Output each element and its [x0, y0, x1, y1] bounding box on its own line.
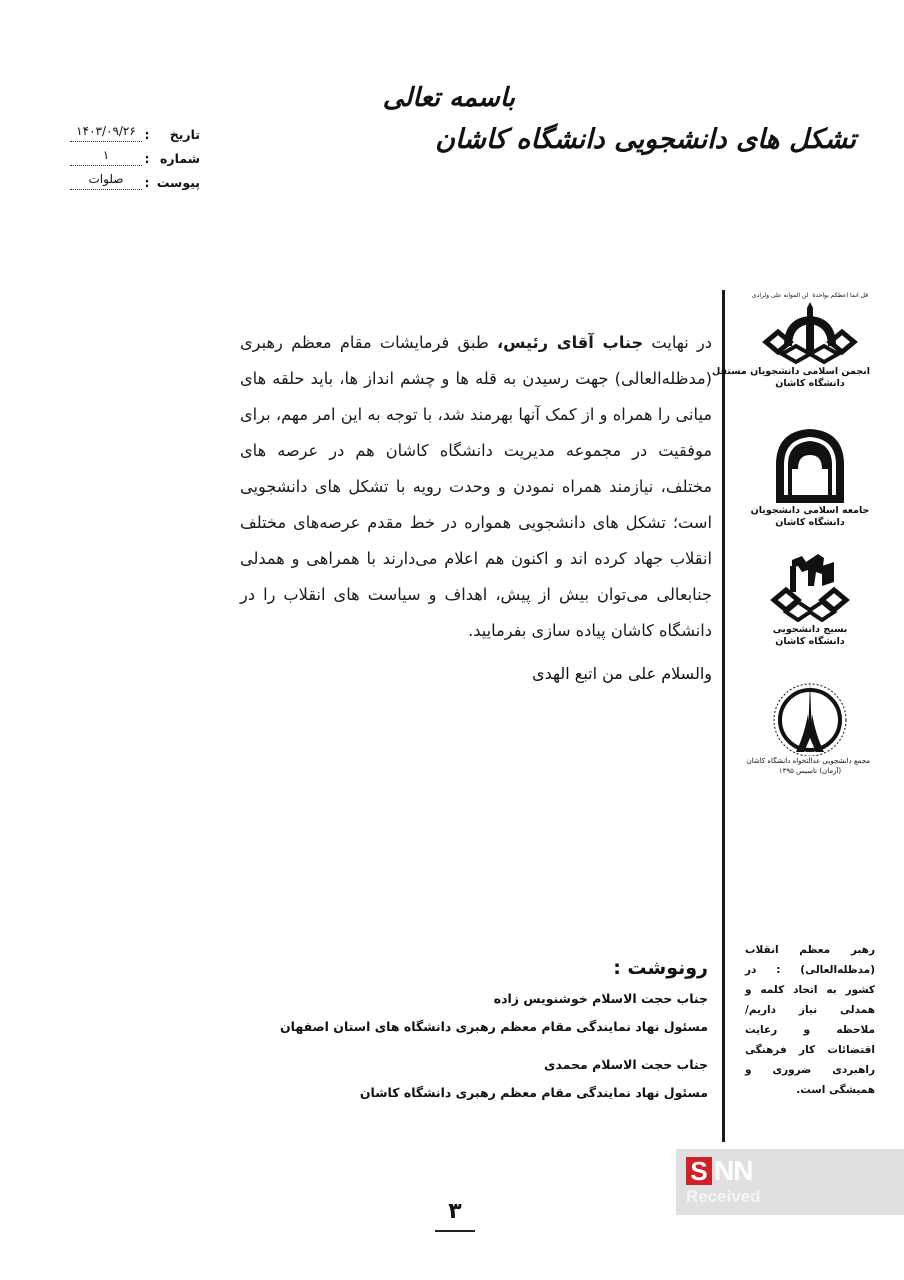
logo-caption: دانشگاه کاشان — [775, 517, 845, 528]
meta-colon: : — [144, 176, 150, 190]
cc-section — [279, 955, 708, 1107]
mosque-dome-logo-icon — [762, 300, 858, 366]
logo-independent-students — [712, 292, 870, 390]
arch-gate-logo-icon — [768, 425, 852, 505]
meta-colon: : — [144, 128, 150, 142]
logo-caption: دانشگاه کاشان — [775, 378, 845, 389]
snn-watermark — [676, 1149, 904, 1215]
letter-body-text: طبق فرمایشات مقام معظم رهبری (مدظله‌العالی) جهت رسیدن به قله ها و چشم انداز ها، باید حلقه های میانی را همراه و از کمک آنها بهرمند شد، با توجه به این امر مهم، برای موفقیت در مجموعه مدیریت دانشگاه کاشان هم در عرصه های مختلف، نیازمند همراه نمودن و وحدت رویه با تشکل های دانشجویی است؛ تشکل های دانشجویی همواره در خط مقدم عرصه‌های مختلف انقلاب جهاد کرده اند و اکنون هم اعلام می‌دارند با همراهی و همدلی جنابعالی می‌توان بیش از پیش، اهداف و سیاست های انقلاب را در دانشگاه کاشان پیاده سازی بفرمایید. — [240, 333, 712, 640]
logo-caption: جامعه اسلامی دانشجویان — [750, 505, 870, 516]
letter-addressee: جناب آقای رئیس، — [497, 333, 644, 352]
page-number: ۳ — [435, 1198, 475, 1232]
basij-flag-logo-icon — [768, 552, 852, 624]
meta-date — [70, 118, 200, 142]
cc-recipient-position: مسئول نهاد نمایندگی مقام معظم رهبری دانشگاه های استان اصفهان — [279, 1019, 708, 1034]
cc-title: رونوشت : — [613, 957, 708, 979]
meta-attachment-label: پیوست — [156, 175, 200, 190]
vertical-divider — [722, 290, 725, 1142]
snn-logo-nn: NN — [714, 1155, 753, 1186]
meta-date-label: تاریخ — [169, 127, 200, 142]
meta-attachment — [70, 166, 200, 190]
logo-caption: (آرمان) تاسیس ۱۳۹۵ — [778, 767, 842, 775]
letter-meta — [70, 118, 200, 190]
logo-caption: مجمع دانشجویی عدالتخواه دانشگاه کاشان — [746, 757, 870, 765]
bismillah-heading: باسمه تعالی — [382, 83, 515, 113]
logo-caption: انجمن اسلامی دانشجویان مستقل — [712, 366, 870, 377]
letter-body — [240, 325, 712, 649]
snn-received-label: Received — [686, 1187, 761, 1206]
snn-logo-s: S — [686, 1157, 712, 1185]
organization-title: تشکل های دانشجویی دانشگاه کاشان — [435, 124, 856, 155]
meta-colon: : — [144, 152, 150, 166]
meta-number-label: شماره — [160, 151, 200, 166]
logo-caption: دانشگاه کاشان — [775, 636, 845, 647]
logo-justice-seeking-students — [746, 678, 870, 776]
meta-number-value: ۱ — [70, 148, 142, 166]
logo-tagline: لن الموانه علی ولرادی — [752, 292, 809, 299]
cc-recipient-name: جناب حجت الاسلام محمدی — [543, 1057, 708, 1072]
logo-student-basij — [750, 552, 870, 648]
meta-date-value: ۱۴۰۳/۰۹/۲۶ — [70, 124, 142, 142]
meta-number — [70, 142, 200, 166]
letter-closing: والسلام علی من اتبع الهدی — [532, 664, 712, 683]
logo-islamic-students-society — [750, 425, 870, 529]
leader-quote: رهبر معظم انقلاب (مدظله‌العالی) : در کشور به اتحاد کلمه و همدلی نیاز داریم/ملاحظه و رعایت اقتضائات کار فرهنگی راهبردی ضروری و همیشگی است. — [745, 944, 875, 1096]
tower-circle-logo-icon — [770, 678, 850, 756]
meta-attachment-value: صلوات — [70, 172, 142, 190]
snn-logo — [686, 1156, 752, 1186]
logo-tagline: قل انما اعظکم بواحدة — [812, 292, 868, 299]
cc-recipient-name: جناب حجت الاسلام خوشنویس زاده — [493, 991, 708, 1006]
letter-intro: در نهایت — [651, 333, 712, 352]
logo-caption: بسیج دانشجویی — [772, 624, 848, 635]
cc-recipient-position: مسئول نهاد نمایندگی مقام معظم رهبری دانشگاه کاشان — [359, 1085, 708, 1100]
